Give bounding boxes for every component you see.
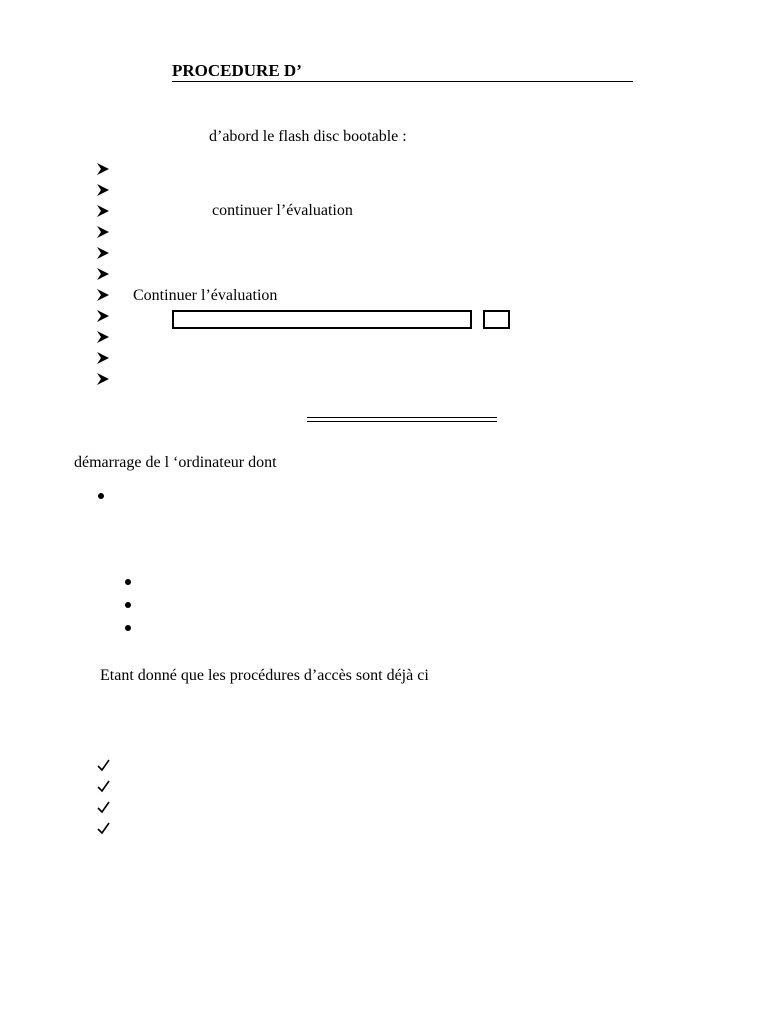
list-item-text: Continuer l’évaluation	[133, 287, 278, 304]
paragraph-text: Etant donné que les procédures d’accès sont déjà ci	[100, 667, 429, 684]
arrowhead-bullet-icon	[96, 204, 110, 218]
empty-outlined-box	[172, 310, 472, 329]
arrowhead-bullet-icon	[96, 225, 110, 239]
arrowhead-bullet-icon	[96, 162, 110, 176]
empty-outlined-box-small	[483, 310, 510, 329]
arrowhead-bullet-icon	[96, 288, 110, 302]
double-rule-divider	[307, 417, 497, 422]
arrowhead-bullet-icon	[96, 372, 110, 386]
arrowhead-bullet-icon	[96, 246, 110, 260]
round-bullet	[125, 625, 131, 631]
round-bullet	[125, 602, 131, 608]
round-bullet	[125, 579, 131, 585]
list-item-text: continuer l’évaluation	[212, 202, 353, 219]
checkmark-icon	[97, 822, 110, 835]
checkmark-icon	[97, 801, 110, 814]
arrowhead-bullet-icon	[96, 183, 110, 197]
round-bullet	[98, 493, 104, 499]
arrowhead-bullet-icon	[96, 330, 110, 344]
intro-line: d’abord le flash disc bootable :	[209, 128, 407, 145]
arrowhead-bullet-icon	[96, 309, 110, 323]
arrowhead-bullet-icon	[96, 351, 110, 365]
document-title: PROCEDURE D’	[172, 61, 633, 82]
arrowhead-bullet-icon	[96, 267, 110, 281]
checkmark-icon	[97, 780, 110, 793]
section-heading: démarrage de l ‘ordinateur dont	[74, 454, 277, 471]
checkmark-icon	[97, 759, 110, 772]
